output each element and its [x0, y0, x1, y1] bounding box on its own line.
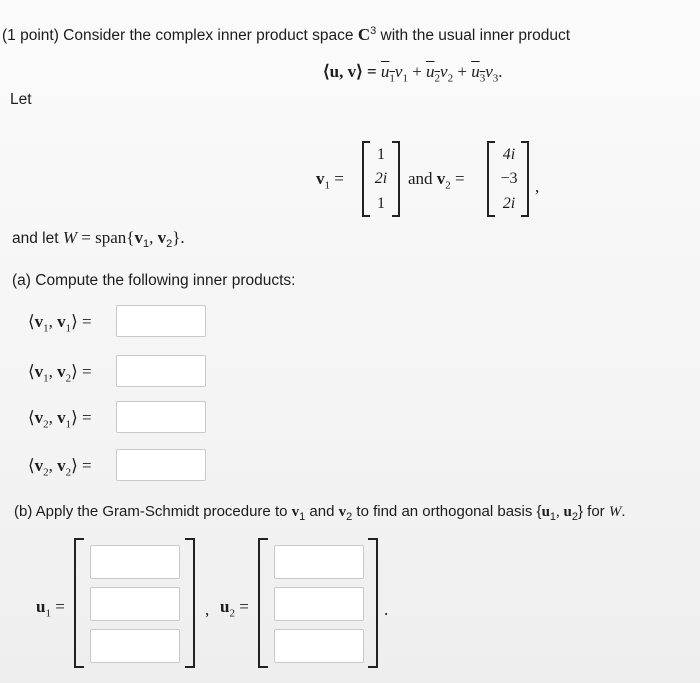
v2-entry-3: 2i [502, 195, 516, 212]
span-line: and let $W = span\{v_1$, $v_2$}. [12, 228, 185, 251]
v2-entry-2: −3 [500, 170, 518, 187]
and-v2-label: and $v_2$ = [408, 169, 465, 192]
v2-comma: , [535, 177, 540, 196]
inner-product-v2-v1-label: $⟨v_2$, $v_1⟩$ = [28, 408, 92, 431]
let-label: Let [10, 91, 32, 108]
inner-product-v1-v2-label: $⟨v_1$, $v_2⟩$ = [28, 362, 92, 385]
v1-entry-1: 1 [377, 146, 385, 163]
answer-input-v1-v2[interactable] [116, 355, 206, 387]
part-b-text: (b) Apply the Gram-Schmidt procedure to $v_1$ and $v_2$ to find an orthogonal basis {$u_1$, $u_2$} for W. [14, 503, 626, 523]
inner-product-v1-v1-label: $⟨v_1$, $v_1⟩$ = [28, 312, 92, 335]
v1-entry-2: 2i [374, 170, 388, 187]
u1-right-bracket [185, 538, 195, 668]
u2-input-1[interactable] [274, 545, 364, 579]
part-a-title: (a) Compute the following inner products: [12, 272, 296, 289]
u1-input-1[interactable] [90, 545, 180, 579]
u2-input-2[interactable] [274, 587, 364, 621]
complex-space-symbol: C [357, 25, 371, 45]
answer-input-v1-v1[interactable] [116, 305, 206, 337]
basis-period: . [384, 600, 389, 619]
u2-input-3[interactable] [274, 629, 364, 663]
answer-input-v2-v2[interactable] [116, 449, 206, 481]
u1-input-3[interactable] [90, 629, 180, 663]
u1-label: $u_1$ = [36, 597, 65, 620]
v1-label: $v_1$ = [316, 169, 344, 192]
inner-product-formula: ⟨u, v⟩ = $\overline{u}_1v_1 + \overline{u}_2v_2 + \overline{u}_3v_3$. [323, 62, 503, 85]
basis-comma: , [205, 600, 210, 619]
u1-input-2[interactable] [90, 587, 180, 621]
u2-left-bracket [258, 538, 268, 668]
u2-right-bracket [368, 538, 378, 668]
u1-left-bracket [74, 538, 84, 668]
inner-product-v2-v2-label: $⟨v_2$, $v_2⟩$ = [28, 456, 92, 479]
v2-entry-1: 4i [502, 146, 516, 163]
answer-input-v2-v1[interactable] [116, 401, 206, 433]
intro-text: (1 point) Consider the complex inner product space $C^3$ with the usual inner product [2, 25, 571, 45]
u2-label: $u_2$ = [220, 597, 249, 620]
v1-entry-3: 1 [377, 195, 385, 212]
